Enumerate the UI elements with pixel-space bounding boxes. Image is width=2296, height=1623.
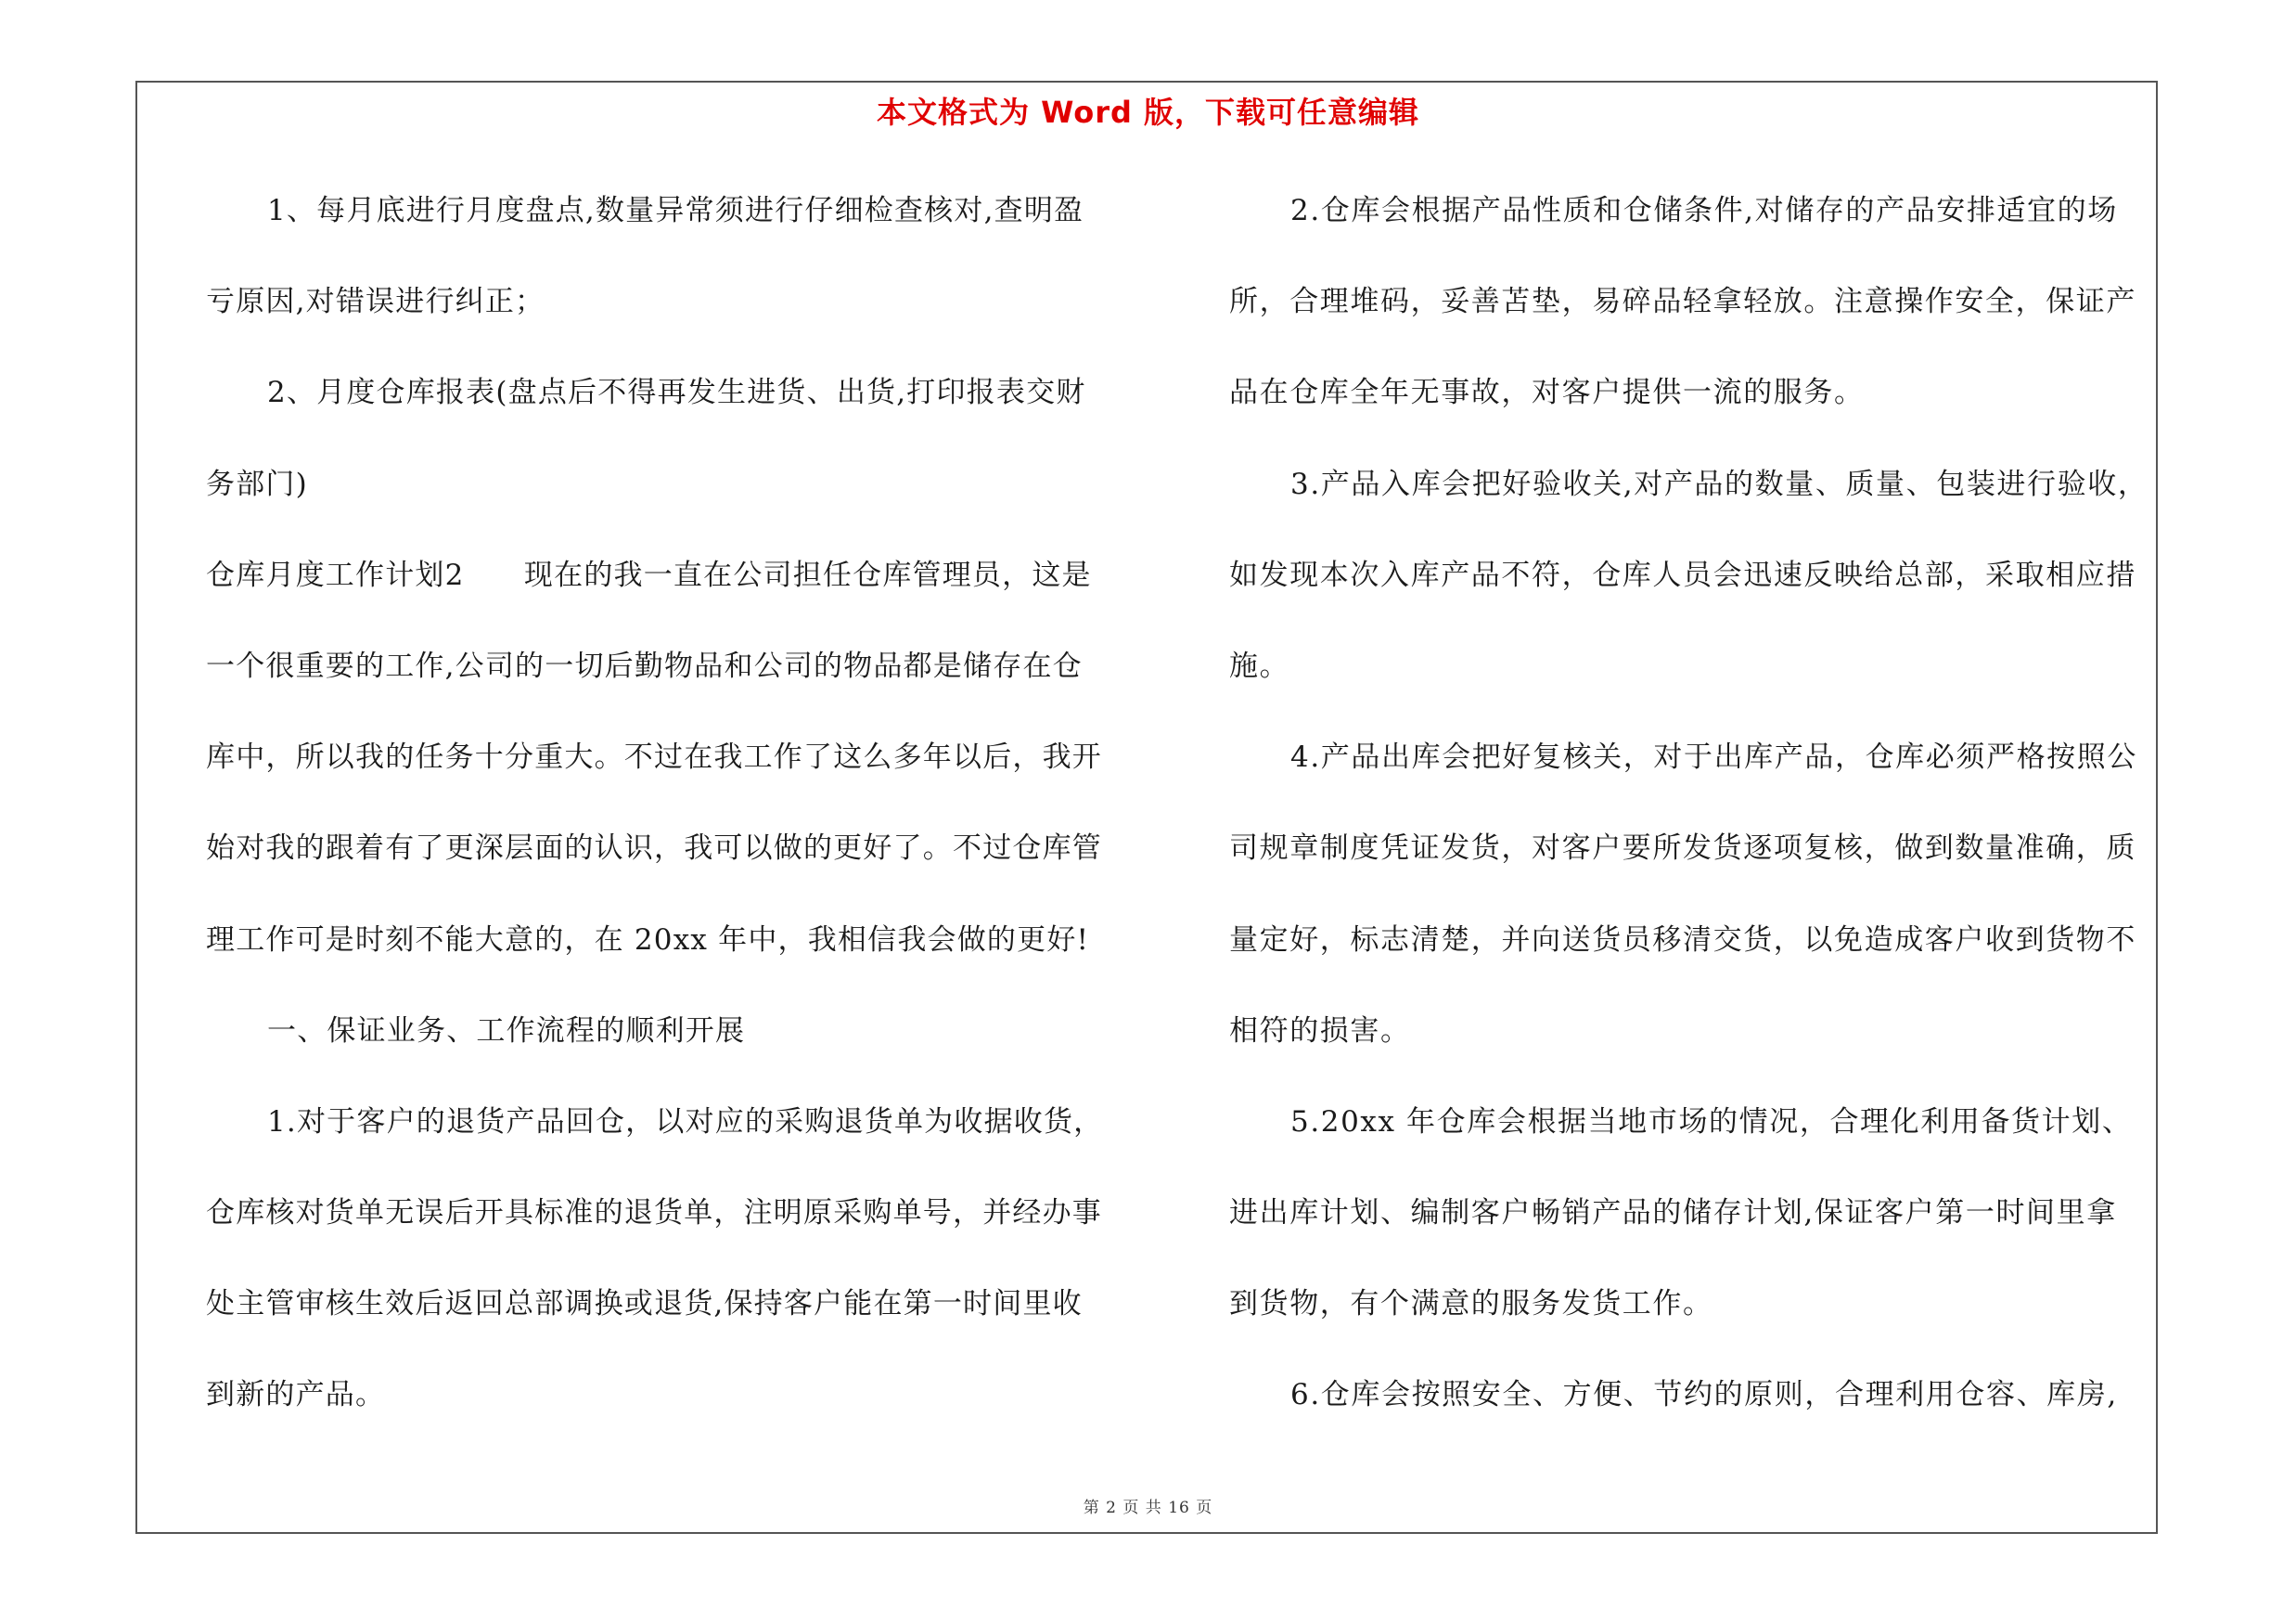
section-heading: 一、保证业务、工作流程的顺利开展: [267, 1013, 746, 1048]
header-banner: 本文格式为 Word 版，下载可任意编辑: [876, 95, 1420, 130]
paragraph-line: 品在仓库全年无事故，对客户提供一流的服务。: [1229, 376, 1865, 410]
paragraph-line: 量定好，标志清楚，并向送货员移清交货，以免造成客户收到货物不: [1229, 922, 2136, 957]
paragraph-line: 到货物，有个满意的服务发货工作。: [1229, 1287, 1713, 1321]
paragraph-line: 2、月度仓库报表(盘点后不得再发生进货、出货,打印报表交财: [267, 376, 1086, 410]
paragraph-line: 如发现本次入库产品不符，仓库人员会迅速反映给总部，采取相应措: [1229, 558, 2136, 592]
right-text-column: [1229, 183, 2152, 1459]
paragraph-line: 相符的损害。: [1229, 1013, 1411, 1048]
paragraph-line: 5.20xx 年仓库会根据当地市场的情况，合理化利用备货计划、: [1290, 1104, 2133, 1139]
paragraph-line: 库中，所以我的任务十分重大。不过在我工作了这么多年以后，我开: [206, 741, 1102, 775]
paragraph-line: 一个很重要的工作,公司的一切后勤物品和公司的物品都是储存在仓: [206, 649, 1083, 683]
paragraph-line: 1、每月底进行月度盘点,数量异常须进行仔细检查核对,查明盈: [267, 194, 1084, 227]
paragraph-line: 进出库计划、编制客户畅销产品的储存计划,保证客户第一时间里拿: [1229, 1196, 2117, 1230]
page-number: 第 2 页 共 16 页: [1083, 1499, 1213, 1517]
paragraph-line: 仓库核对货单无误后开具标准的退货单，注明原采购单号，并经办事: [206, 1196, 1102, 1230]
paragraph-line: 务部门): [206, 467, 308, 501]
left-text-column: [206, 183, 1134, 1459]
paragraph-line: 施。: [1229, 649, 1290, 683]
paragraph-line: 4.产品出库会把好复核关，对于出库产品，仓库必须严格按照公: [1290, 741, 2137, 775]
paragraph-line: 3.产品入库会把好验收关,对产品的数量、质量、包装进行验收，: [1290, 467, 2148, 501]
paragraph-line: 所，合理堆码，妥善苫垫，易碎品轻拿轻放。注意操作安全，保证产: [1229, 285, 2136, 319]
paragraph-line: 司规章制度凭证发货，对客户要所发货逐项复核，做到数量准确，质: [1229, 831, 2136, 866]
paragraph-line: 仓库月度工作计划2 现在的我一直在公司担任仓库管理员，这是: [206, 558, 1092, 592]
paragraph-line: 2.仓库会根据产品性质和仓储条件,对储存的产品安排适宜的场: [1290, 194, 2118, 227]
paragraph-line: 1.对于客户的退货产品回仓，以对应的采购退货单为收据收货，: [267, 1104, 1104, 1139]
paragraph-line: 始对我的跟着有了更深层面的认识，我可以做的更好了。不过仓库管: [206, 831, 1102, 866]
paragraph-line: 亏原因,对错误进行纠正；: [206, 285, 545, 319]
paragraph-line: 理工作可是时刻不能大意的，在 20xx 年中，我相信我会做的更好!: [206, 922, 1090, 957]
paragraph-line: 到新的产品。: [206, 1378, 386, 1412]
paragraph-line: 6.仓库会按照安全、方便、节约的原则，合理利用仓容、库房,: [1290, 1378, 2118, 1412]
paragraph-line: 处主管审核生效后返回总部调换或退货,保持客户能在第一时间里收: [206, 1287, 1083, 1321]
